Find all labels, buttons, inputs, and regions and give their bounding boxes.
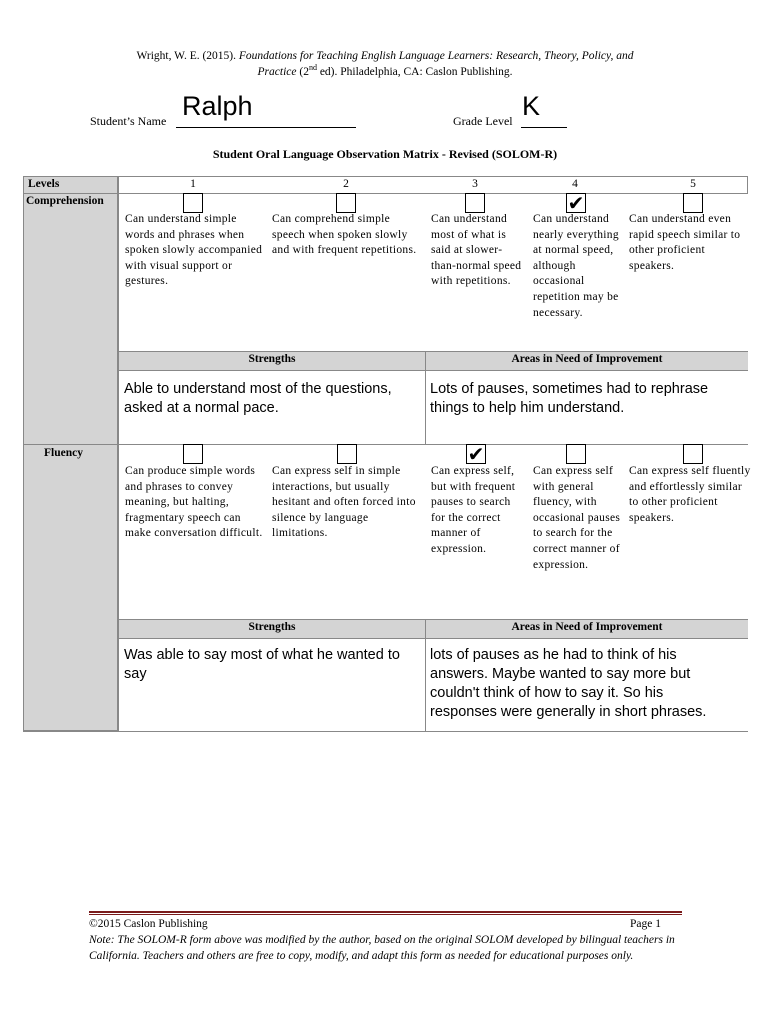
check-mark-icon: ✔ <box>467 442 485 466</box>
level-number-2: 2 <box>343 178 349 190</box>
footer-page-number: Page 1 <box>630 918 661 930</box>
comp-descriptor-2: Can comprehend simple speech when spoken slowly and with frequent repetitions. <box>272 213 417 257</box>
grid-right-top <box>747 176 748 194</box>
footer-rule <box>89 911 682 913</box>
comprehension-label: Comprehension <box>26 195 104 207</box>
citation <box>60 48 710 80</box>
grid-comp-hdr-top <box>119 351 748 352</box>
comp-level-4-checkbox[interactable] <box>566 193 586 213</box>
footer-note: Note: The SOLOM-R form above was modified by the author, based on the original SOLOM developed by bilingual teachers in California. Teachers and others are free to copy, modify, and adapt this form as needed for educational purposes only. <box>89 934 675 962</box>
level-number-5: 5 <box>690 178 696 190</box>
comp-level-5-checkbox[interactable] <box>683 193 703 213</box>
grid-label-sep <box>23 193 118 194</box>
comp-improvement-header: Areas in Need of Improvement <box>511 353 663 365</box>
grade-level-label: Grade Level <box>453 114 513 128</box>
citation-title-cont: Practice <box>257 66 297 78</box>
footer-rule-thin <box>89 914 682 915</box>
grid-flu-mid <box>425 619 426 731</box>
flu-descriptor-1: Can produce simple words and phrases to convey meaning, but halting, fragmentary speech can make conversation difficult. <box>125 465 263 540</box>
comp-descriptor-4: Can understand nearly everything at normal speed, although occasional repetition may be necessary. <box>533 213 619 319</box>
levels-label: Levels <box>28 178 60 190</box>
grid-levels-bottom <box>23 193 748 194</box>
flu-strengths-text[interactable]: Was able to say most of what he wanted to say <box>124 647 400 682</box>
flu-strengths-header: Strengths <box>248 621 296 633</box>
citation-edition-sup: nd <box>308 63 317 73</box>
grid-flu-hdr-bottom <box>119 638 748 639</box>
citation-publisher: ed). Philadelphia, CA: Caslon Publishing. <box>316 66 513 78</box>
flu-level-2-checkbox[interactable] <box>337 444 357 464</box>
level-number-3: 3 <box>472 178 478 190</box>
flu-level-4-checkbox[interactable] <box>566 444 586 464</box>
flu-level-5-checkbox[interactable] <box>683 444 703 464</box>
student-name-label: Student’s Name <box>90 114 167 128</box>
flu-descriptor-4: Can express self with general fluency, with occasional pauses to search for the correct manner of expression. <box>533 465 621 571</box>
level-number-4: 4 <box>572 178 578 190</box>
comp-strengths-text[interactable]: Able to understand most of the questions, asked at a normal pace. <box>124 381 392 416</box>
matrix-title: Student Oral Language Observation Matrix - Revised (SOLOM-R) <box>212 147 558 161</box>
flu-improvement-header: Areas in Need of Improvement <box>511 621 663 633</box>
citation-edition: (2 <box>296 66 309 78</box>
footer-copyright: ©2015 Caslon Publishing <box>89 918 208 930</box>
citation-title: Foundations for Teaching English Language Learners: Research, Theory, Policy, and <box>238 50 634 62</box>
flu-descriptor-3: Can express self, but with frequent pauses to search for the correct manner of expression. <box>431 465 516 555</box>
flu-descriptor-5: Can express self fluently and effortlessly similar to other proficient speakers. <box>629 465 751 524</box>
comp-strengths-header: Strengths <box>248 353 296 365</box>
grid-comp-bottom <box>119 444 748 445</box>
comp-descriptor-3: Can understand most of what is said at slower-than-normal speed with repetitions. <box>431 213 522 288</box>
grid-flu-hdr-top <box>119 619 748 620</box>
comp-level-3-checkbox[interactable] <box>465 193 485 213</box>
grade-level-line <box>521 127 567 128</box>
check-mark-icon: ✔ <box>567 191 585 215</box>
grid-label-right <box>118 176 119 731</box>
flu-level-1-checkbox[interactable] <box>183 444 203 464</box>
grid-label-sep2 <box>23 444 118 445</box>
comp-improvement-text[interactable]: Lots of pauses, sometimes had to rephrase things to help him understand. <box>430 381 709 416</box>
student-name-line <box>176 127 356 128</box>
fluency-label: Fluency <box>44 447 83 459</box>
level-number-1: 1 <box>190 178 196 190</box>
comp-level-2-checkbox[interactable] <box>336 193 356 213</box>
grid-bottom <box>23 731 748 732</box>
flu-improvement-text[interactable]: lots of pauses as he had to think of his answers. Maybe wanted to say more but couldn't think of how to say it. So his responses were generally in short phrases. <box>430 647 707 720</box>
grid-top <box>23 176 748 177</box>
flu-level-3-checkbox[interactable] <box>466 444 486 464</box>
citation-authors: Wright, W. E. (2015). <box>136 50 239 62</box>
flu-descriptor-2: Can express self in simple interactions, but usually hesitant and often forced into silence by language limitations. <box>272 465 416 540</box>
comp-descriptor-5: Can understand even rapid speech similar to other proficient speakers. <box>629 213 741 272</box>
student-name-field[interactable]: Ralph <box>182 91 253 121</box>
grid-comp-hdr-bottom <box>119 370 748 371</box>
comp-descriptor-1: Can understand simple words and phrases when spoken slowly accompanied with visual support or gestures. <box>125 213 263 288</box>
comp-level-1-checkbox[interactable] <box>183 193 203 213</box>
grade-level-field[interactable]: K <box>522 91 541 121</box>
